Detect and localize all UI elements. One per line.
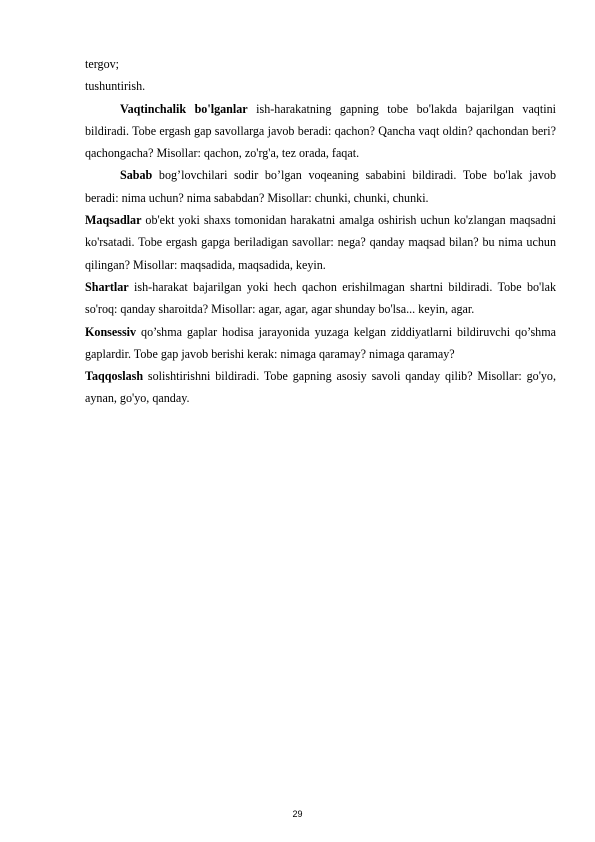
paragraph-text: ish-harakat bajarilgan yoki hech qachon erishilmagan shartni bildiradi. Tobe bo'lak so'roq: qanday sharoitda? Misollar: agar, agar, agar shunday bo'lsa... keyin, agar. <box>85 279 556 317</box>
paragraph-sabab <box>85 164 556 209</box>
text-line-tergov: tergov; <box>85 57 120 71</box>
term-vaqtinchalik: Vaqtinchalik bo'lganlar <box>120 101 248 116</box>
term-taqqoslash: Taqqoslash <box>85 369 144 384</box>
paragraph-text: ob'ekt yoki shaxs tomonidan harakatni amalga oshirish uchun ko'zlangan maqsadni ko'rsatadi. Tobe ergash gapga beriladigan savollar: nega? qanday maqsad bilan? bu nima uchun qilingan? Misollar: maqsadida, maqsadida, keyin. <box>85 213 556 272</box>
paragraph-maqsadlar <box>85 209 556 276</box>
term-sabab: Sabab <box>120 168 153 183</box>
paragraph-text: bog’lovchilari sodir bo’lgan voqeaning sababini bildiradi. Tobe bo'lak javob beradi: nima uchun? nima sababdan? Misollar: chunki, chunki, chunki. <box>85 168 556 205</box>
paragraph-text: ish-harakatning gapning tobe bo'lakda bajarilgan vaqtini bildiradi. Tobe ergash gap savollarga javob beradi: qachon? Qancha vaqt oldin? qachondan beri? qachongacha? Misollar: qachon, zo'rg'a, tez orada, faqat. <box>85 101 556 161</box>
paragraph-konsessiv <box>85 321 556 366</box>
paragraph-vaqtinchalik <box>85 98 556 165</box>
page-number: 29 <box>292 809 303 819</box>
paragraph-taqqoslash <box>85 365 556 410</box>
paragraph-text: solishtirishni bildiradi. Tobe gapning asosiy savoli qanday qilib? Misollar: go'yo, aynan, go'yo, qanday. <box>85 369 556 406</box>
term-konsessiv: Konsessiv <box>85 324 137 339</box>
page-content <box>85 53 556 410</box>
text-line-tushuntirish: tushuntirish. <box>85 79 146 94</box>
term-maqsadlar: Maqsadlar <box>85 213 142 228</box>
term-shartlar: Shartlar <box>85 279 129 294</box>
paragraph-shartlar <box>85 276 556 321</box>
paragraph-text: qo’shma gaplar hodisa jarayonida yuzaga kelgan ziddiyatlarni bildiruvchi qo’shma gaplardir. Tobe gap javob berishi kerak: nimaga qaramay? nimaga qaramay? <box>85 324 556 361</box>
